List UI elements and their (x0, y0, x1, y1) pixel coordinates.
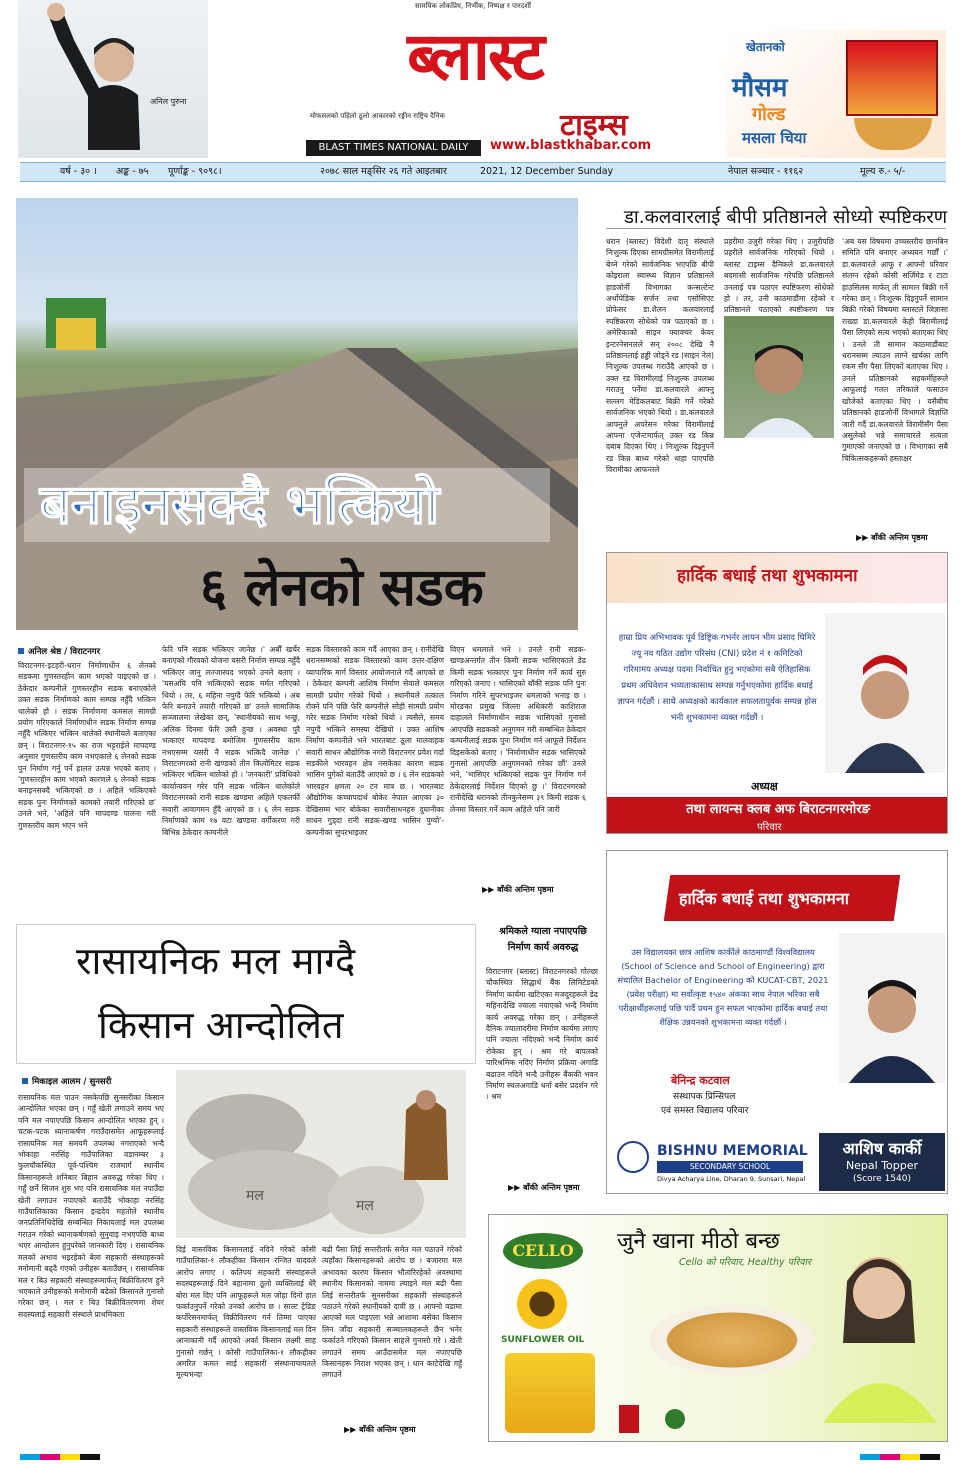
student-name: आशिष कार्की (842, 1139, 922, 1158)
cello-share-icon (665, 1409, 685, 1429)
fertilizer-headline-1: रासायनिक मल माग्दै (76, 939, 356, 983)
lions-sign-title: अध्यक्ष (751, 780, 778, 793)
bp-col-2a: प्रहरीमा उजुरी गरेका थिए । उजुरीपछि प्रहरीले सार्वजनिक गरिएको थियो । ब्लास्ट टाइम्स दैनिकले डा.कलवारले बदमासी सार्वजनिक गरेपछि प्रतिष्ठानले उनलाई पत्र पठाएर स्पष्टिकरण सोधेको हो । तर, उनी काठमाडौंमा रहेको र प्रतिष्ठानले पठाएको स्पष्टीकरण पत्र (724, 237, 834, 315)
lions-ad-title: हार्दिक बधाई तथा शुभकामना (677, 566, 858, 586)
lead-col-2: फेरि पनि सडक भत्किएर जानेछ ।' अर्बौं खर्चेर बनाएको गौरवको योजना यसरी निर्माण सम्पन्न नहुँदै भत्किएर जानु लज्जास्पद भएको उनले बताए । 'यसअघि पनि भत्किएको सडक मर्मत गरिएको थियो । तर, ६ महिना नपुग्दै फेरि भत्कियो । अब फेरि बनाउने तयारी गरिएको छ' उनले सामाजिक सञ्जालमा लेखेका छन्, 'स्थानीयको साथ भन्छु, अलिक दिनमा फेरि उस्तै हुन्छ । अवस्था पुरै भत्काएर मापदण्ड बमोजिम गुणस्तरीय काम नभएसम्म यसरी नै सडक भत्किदै जानेछ ।' विराटनगरको रानी खण्डको तीन किलोमिटर सडक भत्किएर भत्किन थालेको हो । 'जनकारी' प्रविधिको कार्यान्वयन गरेर पनि सडक भत्किन थालेकोले विराटनगरको रानी सडक खण्डमा अहिले एकतर्फी सवारी आवागमन हुँदै आएको छ । ६ लेन सडक निर्माणको काम १७ वटा खण्डमा वर्गीकरण गरी बिभिन्न ठेकेदार कम्पनीले (162, 645, 300, 837)
portrait-photo (18, 0, 208, 158)
bp-continued-link[interactable]: ▶▶ बाँकी अन्तिम पृष्ठमा (856, 533, 928, 542)
issue-date-english: 2021, 12 December Sunday (480, 166, 614, 177)
issue-total: पूर्णाङ्क - ९०९८। (168, 166, 222, 177)
cello-food-plate (649, 1305, 815, 1375)
masthead-logo-text: ब्लास्ट (407, 17, 543, 95)
masthead-tagline: मोफसलको पहिलो ठूलो आकारको रङ्गीन राष्ट्रिय दैनिक (310, 112, 445, 120)
labour-body: विराटनगर (ब्लास्ट) विराटनगरको गोल्छा चौकस्थित सिद्धार्थ बैंक लिमिटेडको निर्माण कार्यमा खटिएका मजदुरहरूले डेढ महिनादेखि ज्याला नपाएको भन्दै निर्माण कार्य अवरुद्ध गरेका छन् । उनीहरूले दैनिक ज्यालादरीमा निर्माण कार्यमा लगाए पनि ज्याला नदिएको भन्दै निर्माण कार्य रोकेका हुन् । श्रम गरे बापतको पारिश्रमिक नदिए निर्माण प्रक्रिया अगाडि बढाउन नदिने भन्दै उनीहरू बैंककी भवन निर्माण स्थलअगाडि धर्ना बसेर प्रदर्शन गरे । श्रम (486, 967, 598, 1102)
student-title: Nepal Topper (845, 1159, 919, 1172)
masthead-title-suffix: टाइम्स (560, 108, 628, 143)
portrait-caption: अनिल पुरुना (150, 97, 187, 106)
cello-headline: जुनै खाना मीठो बन्छ (617, 1229, 780, 1254)
lions-sign-family: परिवार (757, 822, 782, 833)
cello-product: SUNFLOWER OIL (501, 1335, 585, 1345)
fertilizer-byline: मिकाइल आलम / सुनसरी (22, 1076, 111, 1087)
school-name: BISHNU MEMORIAL (657, 1143, 808, 1159)
cello-oil-ad[interactable] (488, 1214, 948, 1442)
fertilizer-illustration (176, 1070, 466, 1238)
masthead-english-name: BLAST TIMES NATIONAL DAILY (306, 140, 481, 156)
lions-congrats-ad[interactable] (606, 552, 948, 834)
fertilizer-col-2: दिई वास्तविक किसानलाई नदिने गरेको कोसी गाउँपालिका-१ लौकहीका किसान रन्जित यादवले आरोप लगाए । कतिपय सहकारी संस्थाहरूले सदस्यहरूलाई दिने बहानामा ठूलो व्यक्तिलाई धेरै बोरा मल दिए पनि आफूहरूले मल जोहा दिनो हात फर्काउनुपर्ने गरेको उनको आरोप छ । साल्ट ट्रेडिङ कर्पोरेसनमार्फत् विक्रीवितरण गर्न तिम्मा पाएका सहकारी संस्थाहरूले वास्तविक किसानलाई मल दिन आनाकानी गर्दै आएको अर्का किसान लक्ष्मी साह गुनासो गर्छन् । कोसी गाउँपालिका-१ लौकहीका अमरित कमत साई सहकारी संस्थानाचायतले मूल्यभन्दा (176, 1245, 316, 1380)
lions-person-photo (825, 613, 945, 773)
lions-sign-org: तथा लायन्स क्लब अफ बिराटनगरमोरङ (686, 802, 870, 817)
lions-ad-body: हाम्रा प्रिय अभिभावक पूर्व डिष्ट्रिक गभर्नर लायन भीम प्रसाद घिमिरे ज्यू नव गठित उद्योग परिसंघ (CNI) प्रदेश नं १ कमिटिको गरिमामय अध्यक्ष पदमा निर्वाचित हुनु भएकोमा सबै ऐतिहासिक प्रथम अधिवेशन भव्यताकासाथ सम्पन्न गर्नुभएकोमा हार्दिक बधाई ज्ञापन गर्दछौं । साथै अध्यक्षको कार्यकाल सफलतापूर्वक सम्पन्न होस भनी शुभकामना व्यक्त गर्दछौं । (617, 632, 817, 722)
tea-cup-image (854, 118, 932, 150)
lead-col-3: सडक विस्तारको काम गर्दै आएका छन् । रानीदेखि धरानसम्मको सडक विस्तारको काम उत्तर-दक्षिण व्यापारिक मार्ग विस्तार आयोजनाले गर्दै आएको छ । ठेकेदार कम्पनी आशिष निर्माण सेवाले कमसल सामग्री प्रयोग गरेको थियो । स्थानीयले तत्काल रोक्ने पनि पछि फेरि कम्पनीले सोही सामग्री प्रयोग गरेर सडक निर्माण गरेको थियो । त्यसैले, समय नपुग्दै भत्किने समस्या देखियो । उक्त आशिष निर्माण कम्पनीले भने भारतबाट ठूला मालवाहक सवारी साधन औद्योगिक नगरी विराटनगर प्रवेश गर्दा सडकीले भारवहन क्षेत्र नसकेका कारण सडक भासिन पुगेको बताउँदै आएको छ । ६ लेन सडकको भारवहन क्षमता २० टन मात्र छ । भारतबाट औद्योगिक कच्चापदार्थ बोकेर नेपाल आएका ३० देखिसम्म भार बोकेका सवारीसाधनहरु दुघानीका साधन गुड्दा रानी सडक-खण्ड भासिन पुग्यो'-कम्पनीका सुपरभाइजर (306, 645, 444, 837)
top-tea-ad[interactable] (726, 30, 946, 158)
labour-continued-link[interactable]: ▶▶ बाँकी अन्तिम पृष्ठमा (508, 1183, 580, 1192)
student-photo (839, 933, 945, 1083)
issue-year: वर्ष - ३० । (60, 166, 97, 177)
tea-ad-product-line2: गोल्ड (752, 104, 786, 125)
lead-col-1: विराटनगर-इटहरी-धरान निर्माणाधीन ६ लेनको सडकमा गुणस्तरहीन काम भएको पाइएको छ । ठेकेदार कम्पनीले गुणस्तरहीन सडक बनाएकोले उक्त सडक निर्माणको काम सम्पन्न नहुँदै भत्किन थालेको हो । सडक निर्माणमा कमसल सामग्री प्रयोग गरिएकाले निर्माणाधीन सडक निर्माण सम्पन्न नहुँदै भत्किएर भत्किन थालेको स्थानीयले बताएका छन् । विराटनगर-१५ का राज भट्टराईले मापदण्ड अनुसार गुणस्तरीय काम नभएकाले ६ लेनको सडक पुन निर्माण गर्नु पर्ने हालत उत्पन्न भएको बताए । 'गुणस्तरहीन काम भएको कारणले ६ लेनको सडक बनाइनसक्दै भत्किएको छ । अहिले भत्किएको सडक पुनः निर्माणको कामको तयारी गरिएको छ' उनले भने, 'अहिले पनि मापदण्ड पालना गरी गुणस्तरीय काम भएन भने (18, 661, 156, 830)
masthead-logo (300, 6, 650, 106)
school-sub: SECONDARY SCHOOL (657, 1161, 803, 1173)
labour-headline-2: निर्माण कार्य अवरुद्ध (507, 942, 579, 953)
cello-sunflower-icon (517, 1279, 567, 1329)
cello-model-photo (815, 1223, 945, 1423)
tea-box-image (846, 40, 938, 116)
bp-doctor-photo (724, 316, 834, 438)
issue-info-bar (20, 162, 946, 182)
bp-divider (606, 228, 946, 229)
masthead-website-link[interactable]: www.blastkhabar.com (490, 138, 652, 153)
bp-col-1: धरान (ब्लास्ट) विदेशी दातृ संस्थाले निःशुल्क दिएका सामग्रीसमेत विरामीलाई बेच्ने गरेको सार्वजनिक भएपछि बीपी कोइराला स्वास्थ्य विज्ञान प्रतिष्ठानले हाडजोर्नी विभागका कन्सल्टेन्ट अर्थोपेडिक सर्जन तथा एसोसिएट प्रोफेसर डा.शैलन कलवारलाई स्पष्टिकरण सोधेको पत्र पठाएको छ । अमेरिकाको साइन फ्याक्चर केयर इन्टरनेसनलले सन् २००८ देखि नै प्रतिष्ठानलाई हड्डी जोड्ने रड (साइन नेल) निःशुल्क उपलब्ध गराउँदै आएको छ । उक्त रड विरामीलाई निःशुल्क उपलब्ध गराउनु पर्नेमा डा.कलवारले आफ्नु सल्लग मेडिकलबाट बिक्री गर्ने गरेको सार्वजनिक भएको थियो । डा.कलवारले आफ्नुले अपरेसन गरेका विरामीलाई आफ्ना एजेन्टमार्फत् उक्त रड किन्न दबाब दिएका थिए । निःशुल्क दिइनुपर्ने रड किन्न बाध्य गरेको थाहा पाएपछि विरामीका आफन्तले (606, 237, 714, 475)
lead-continued-link[interactable]: ▶▶ बाँकी अन्तिम पृष्ठमा (482, 885, 554, 894)
lead-byline: अनिल श्रेष्ठ / विराटनगर (18, 646, 100, 657)
issue-registration: नेपाल सञ्चार - ११६२ (728, 166, 804, 177)
school-ad-body: उस विद्यालयका छात्र आशिष कार्कीले काठमाण्डौं विश्वविद्यालय (School of Science and School of Engineering) द्वारा संचालित Bachelor of Engineering को KUCAT-CBT, 2021 (प्रवेश परीक्षा) मा सर्वोत्कृष्ट १५४० अंकका साथ नेपाल भरिका सबै परीक्षार्थीहरूलाई पछि पार्दै प्रथम हुन सफल भएकोमा हार्दिक बधाई तथा शैक्षिक उन्नयनको शुभकामना व्यक्त गर्दछौं । (617, 947, 829, 1027)
school-congrats-ad[interactable] (606, 850, 948, 1194)
cello-badge-icon (619, 1405, 639, 1433)
issue-price: मूल्य रु.- ५/- (860, 166, 906, 177)
school-logo-icon (617, 1141, 649, 1173)
school-ad-title: हार्दिक बधाई तथा शुभकामना (679, 889, 849, 908)
lead-headline-1: बनाइनसक्दै भत्कियो (40, 473, 440, 536)
cello-bottles-image (505, 1353, 595, 1433)
tea-ad-product-line3: मसला चिया (742, 129, 807, 147)
svg-text:मल: मल (246, 1188, 264, 1204)
bp-headline: डा.कलवारलाई बीपी प्रतिष्ठानले सोध्यो स्पष्टिकरण (624, 207, 948, 228)
tea-ad-brand: खेतानको (746, 40, 785, 54)
fertilizer-col-3: बढी पैसा लिई सन्तरीतर्फ समेत मल पठाउने गरेको त्यहाँका किसानहरूको आरोप छ । बजारमा मल अभावका कारण किसान भौतारिरहेको अवस्थामा स्थानीय किसानको नाममा ल्याइने मल बढी पैसा लिई सन्तरीतर्फ सुनसरीका सहकारी संस्थाहरूले पठाउने गरेको स्थानीयको दावी छ । आफ्नो वडामा आएको मल पाइएला भन्ने आशामा बसेका किसान लिन जाँदा सहकारी सञ्चालकहरूले छैन भनेर फर्काउने गरिएको किसान साहले गुनासो गरे । खेती लगाउने समय आउँदासमेत मल नपाएपछि किसानहरू निराश भएका छन् । धान काटेदेखि गहुँ लगाउने (322, 1245, 462, 1380)
issue-date-nepali: २०७८ साल मङ्सिर २६ गते आइतबार (320, 166, 447, 177)
tea-ad-product-line1: मौसम (732, 73, 788, 103)
cello-logo: CELLO (503, 1233, 583, 1269)
bp-col-3: 'अब यस विषयमा उच्चस्तरीय छानबिन समिति पनि बनाएर अध्ययन गर्छौं ।' डा.कलवारले आफू र आफ्नो परिवार संलग्न रहेको कोसी सर्जिमेड र टाटा हाउसिलस मार्फत् ती सामान बिक्री गर्ने गरेका छन् । निःशुल्क दिइनुपर्ने सामान बिक्री गरेको विषयमा ब्लास्टले जिज्ञासा राख्दा डा.कलवारले केही बिरामीलाई पैसा लिएको सत्य भएको बताएका थिए । उनले ती सामान काठमाडौंबाट धरानसम्म ल्याउन लाग्ने खर्चका लागि रकम सँग पैसा लिएको बताएका थिए । उनले प्रतिष्ठानको सहकर्मीहरूले आफूलाई गलत तरिकाले फसाउन खोजेको बताएका थिए । यसैबीच प्रतिष्ठानको हाडजोर्नी विभागले विज्ञप्ति जारी गर्दै डा.कलवारले विरामीसँग पैसा असुलेको भन्ने समाचारले सत्यता गुमाएको जनाएको छ । विभागका सबै चिकित्सकहरूको हस्ताक्षर (842, 237, 948, 463)
school-signer: बेनिन्द्र कटवाल (671, 1074, 730, 1087)
svg-text:मल: मल (356, 1198, 374, 1214)
fertilizer-continued-link[interactable]: ▶▶ बाँकी अन्तिम पृष्ठमा (344, 1425, 416, 1434)
school-address: Divya Acharya Line, Dharan 9, Sunsari, Nepal (657, 1175, 806, 1183)
cello-subline: Cello को परिवार, Healthy परिवार (679, 1257, 811, 1268)
lead-col-4: विएन धमलाले भने । उनले रानी सडक-खण्डअन्तर्गत तीन किमी सडक भासिएकाले डेढ किमी सडक भत्काएर पुनः निर्माण गर्ने कार्य सुरु गरिएको जनाए । भासिएको बाँकी सडक पनि पुनः निर्माण गरिने सुपरभाइजर धमलाको भनाइ छ । मोरङका प्रमुख जिल्ला अधिकारी काशिराज दाहालले निर्माणाधीन सडक भासिएको गुनासो आएपछि सडकको अनुगमन गरी सम्बन्धित ठेकेदार कम्पनीलाई सडक पुनः निर्माण गर्न आफूले निर्देशन दिइसकेको बताए । 'निर्माणाधीन सडक भासिएको गुनासो आएपछि अनुगमनको गरेका छौं' उनले भने, 'भासिएर भत्किएको सडक पुन निर्माण गर्न ठेकेदारलाई निर्देशन दिएको छु ।' विराटनगरको रानीदेखि धरानको तीनकुनेसम्म ३९ किमी सडक ६ लेनमा विस्तार गर्ने काम अहिले पनि जारी (450, 645, 586, 814)
print-marks (0, 1450, 960, 1464)
student-score: (Score 1540) (853, 1174, 911, 1184)
fertilizer-headline-2: किसान आन्दोलित (98, 1003, 344, 1047)
school-signer-role: संस्थापक प्रिन्सिपल (673, 1092, 736, 1102)
lead-headline-2: ६ लेनको सडक (200, 558, 484, 618)
labour-headline-1: श्रमिकले ग्याला नपाएपछि (499, 926, 587, 937)
fertilizer-col-1: रासायनिक मल पाउन नसकेपछि सुनसरीका किसान आन्दोलित भएका छन् । गहुँ खेती लगाउने समय भए पनि मल नपाएपछि किसान आन्दोलित भएका हुन् । चटक-पटक ध्यानाकर्षण गराउँदासमेत आफूहरूलाई रासायनिक मल समयमै उपलब्ध नगराएको भन्दै भोकाहा नरसिंह गाउँपालिका वडानम्बर ३ फुलचौकस्थित पूर्व-पश्चिम राजमार्ग स्थानीय किसानहरूले शनिबार बिहान अवरुद्ध गरेका थिए । गहुँ छर्ने सिजन शुरु भए पनि रासायनिक मल नपाउँदा खेती लगाउन नपाएको बताउँदै भोकाहा नरसिंह गाउँपालिकाका किसान इन्द्रदेव महतोले स्थानीय जनप्रतिनिधिदेखि सम्बन्धित निकायलाई मल उपलब्ध गराउन गरेको ध्यानाकर्षणको सुनुवाइ नभएपछि बाध्य भएर आन्दोलन हुनुपरेको जानकारी दिए । रासायनिक मलको अभाव भइरहेको बेला सहकारी संस्थाहरूको मनोमानी बढ्दै गएको उनीहरू बताउँछन् । रासायनिक मल र बिउ सहकारी संस्थाहरूमार्फत् बिक्रीवितरण हुने भएकाले उनीहरूको मनोमानी बढेको किसानले गुनासो गरेका छन् । मल र बिउ बिक्रीवितरणमा शेयर सदस्यलाई सहकारी संस्थाले प्राथमिकता (18, 1093, 164, 1319)
masthead-tagline-top: सामयिक लोकप्रिय, निर्भीक, निष्पक्ष र पारदर्शी (415, 2, 531, 10)
school-signer-family: एवं समस्त विद्यालय परिवार (661, 1106, 749, 1116)
issue-number: अङ्क - ७५ (116, 166, 149, 177)
